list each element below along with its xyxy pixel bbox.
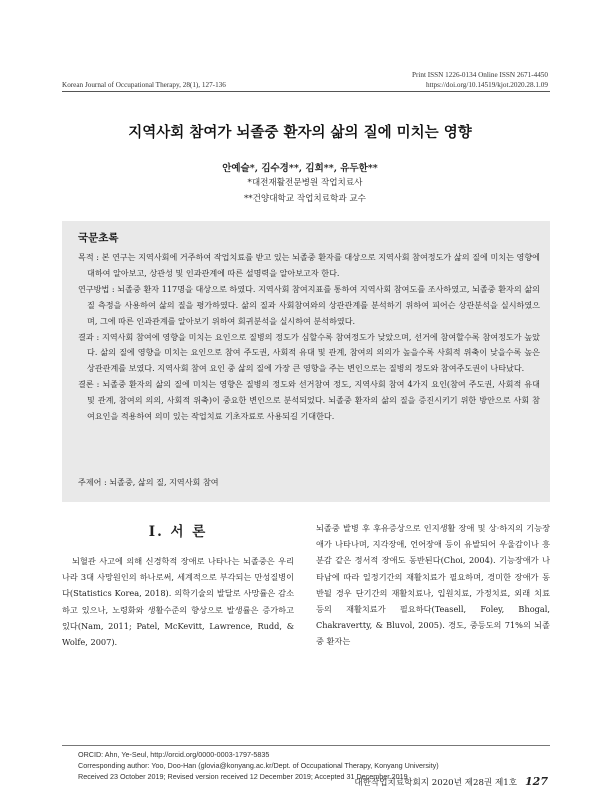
abstract-heading: 국문초록 (78, 232, 119, 244)
section-title-introduction: I. 서 론 (148, 524, 208, 540)
abstract-purpose: 목적 : 본 연구는 지역사회에 거주하여 작업치료를 받고 있는 뇌졸중 환자를 대상으로 지역사회 참여정도가 삶의 질에 미치는 영향에 대하여 알아보고, 상관성 및 인과관계에 따른 설명력을 알아보고자 한다. (78, 252, 540, 278)
affiliation-1: *대전재활전문병원 작업치료사 (247, 178, 363, 188)
footer-journal: 대한작업치료학회지 2020년 제28권 제1호 (354, 778, 518, 788)
intro-paragraph-2: 뇌졸중 발병 후 후유증상으로 인지생활 장애 및 상·하지의 기능장애가 나타나며, 지각장애, 언어장애 등이 유발되어 우울감이나 흥분감 같은 정서적 장애도 동반된다(Choi, 2004). 기능장애가 나타남에 따라 일정기간의 재활치료가 필요하며, 경미한 장애가 동반될 경우 단기간의 재활치료나, 입원치료, 가정치료, 외래 치료 등의 재활치료가 필요하다(Teasell, Foley, Bhogal, Chakravertty, & Bluvol, 2005). 경도, 중등도의 71%의 뇌졸중 환자는 (316, 523, 550, 647)
abstract-body (78, 250, 540, 425)
author-list: 안예슬*, 김수경**, 김희**, 유두한** (222, 163, 378, 174)
page-number: 127 (525, 775, 548, 788)
footnote-orcid: ORCID: Ahn, Ye-Seul, http://orcid.org/0000-0003-1797-5835 (78, 750, 270, 759)
abstract-methods: 연구방법 : 뇌졸중 환자 117명을 대상으로 하였다. 지역사회 참여지표를 통하여 지역사회 참여도를 조사하였고, 뇌졸중 환자의 삶의 질 측정을 사용하여 삶의 질을 평가하였다. 삶의 질과 사회참여와의 상관관계를 분석하기 위하여 피어슨 상관분석을 실시하였으며, 그에 따른 인과관계를 알아보기 위하여 회귀분석을 실시하여 분석하였다. (78, 283, 540, 326)
footnote-received: Received 23 October 2019; Revised version received 12 December 2019; Accepted 31 December 2019 (78, 772, 408, 781)
header-divider (62, 91, 550, 92)
doi-link[interactable]: https://doi.org/10.14519/kjot.2020.28.1.09 (425, 81, 548, 89)
page-footer (354, 775, 548, 788)
footnote-divider (62, 745, 550, 746)
abstract-results: 결과 : 지역사회 참여에 영향을 미치는 요인으로 질병의 정도가 심할수록 참여정도가 낮았으며, 선거에 참여할수록 참여정도가 높았다. 삶의 질에 영향을 미치는 요인으로 참여 주도권, 사회적 유대 및 관계, 참여의 의의가 높을수록 사회적 위축이 낮을수록 높은 상관관계를 보였다. 지역사회 참여 요인 중 삶의 질에 가장 큰 영향을 주는 변인으로는 질병의 정도와 참여주도권이 나타났다. (78, 331, 540, 374)
abstract-conclusion: 결론 : 뇌졸중 환자의 삶의 질에 미치는 영향은 질병의 정도와 선거참여 정도, 지역사회 참여 4가지 요인(참여 주도권, 사회적 유대 및 관계, 참여의 의의, 사회적 위축)이 중요한 변인으로 분석되었다. 뇌졸중 환자의 삶의 질을 증진시키기 위한 방안으로 사회 참여요인을 적용하여 의미 있는 작업치료 기초자료로 사용되길 기대한다. (78, 379, 540, 422)
keywords: 주제어 : 뇌졸중, 삶의 질, 지역사회 참여 (78, 477, 219, 487)
intro-right-column (316, 520, 550, 650)
paper-title: 지역사회 참여가 뇌졸중 환자의 삶의 질에 미치는 영향 (128, 124, 472, 141)
footnote-corresponding: Corresponding author: Yoo, Doo-Han (glovia@konyang.ac.kr/Dept. of Occupational Therapy, Konyang University) (78, 761, 439, 770)
intro-paragraph-1: 뇌혈관 사고에 의해 신경학적 장애로 나타나는 뇌졸중은 우리나라 3대 사망원인의 하나로써, 세계적으로 부각되는 만성질병이다(Statistics Korea, 2018). 의학기술의 발달로 사망률은 감소하고 있으나, 노령화와 생활수준의 향상으로 발생률은 증가하고 있다(Nam, 2011; Patel, McKevitt, Lawrence, Rudd, & Wolfe, 2007). (62, 556, 294, 648)
affiliation-2: **건양대학교 작업치료학과 교수 (244, 194, 366, 204)
issn-header: Print ISSN 1226-0134 Online ISSN 2671-4450 (412, 71, 548, 79)
journal-citation: Korean Journal of Occupational Therapy, 28(1), 127-136 (62, 81, 226, 89)
intro-left-column (62, 553, 294, 650)
